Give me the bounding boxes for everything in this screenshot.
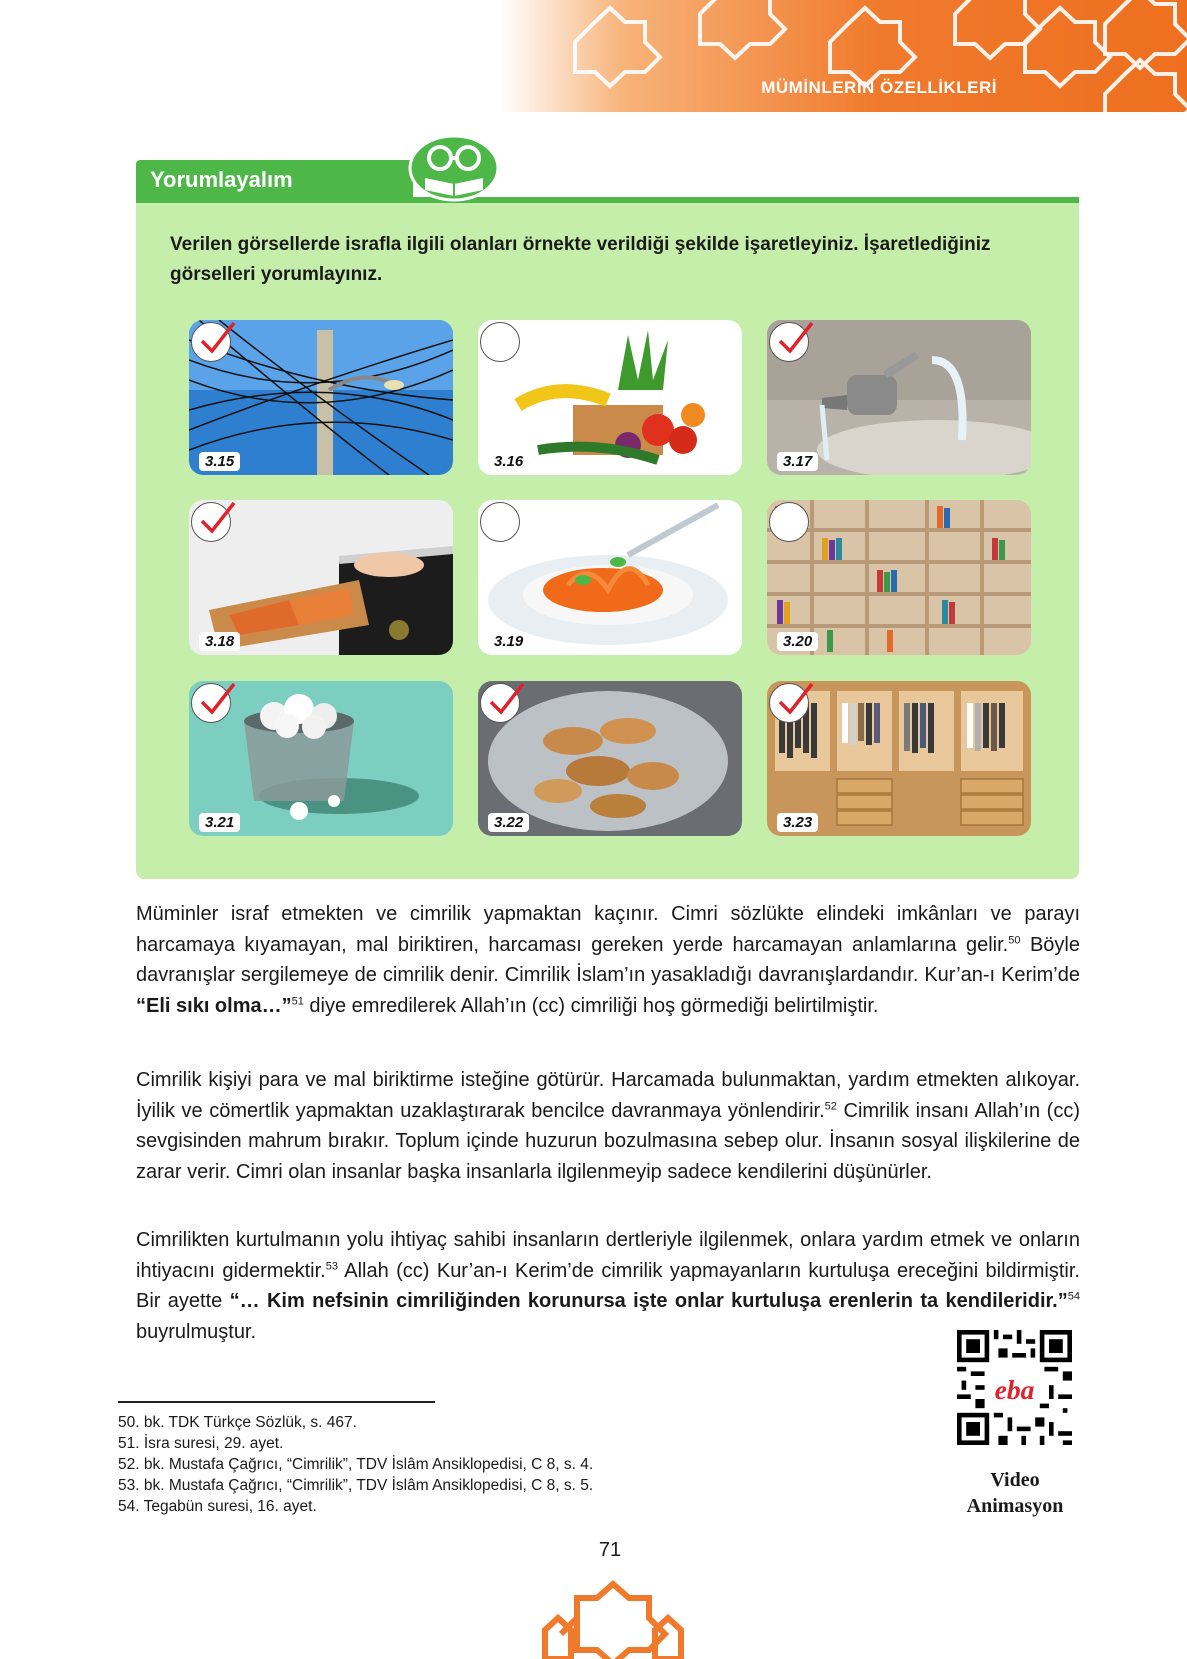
checkbox-3-17[interactable] bbox=[769, 322, 809, 362]
image-number: 3.22 bbox=[488, 813, 529, 832]
image-number: 3.18 bbox=[199, 632, 240, 651]
checkbox-3-21[interactable] bbox=[191, 683, 231, 723]
quote-bold: “… Kim nefsinin cimriliğinden korunursa işte onlar kurtuluşa erenlerin ta kendileridir.” bbox=[229, 1290, 1068, 1312]
checkmark-icon bbox=[770, 320, 816, 363]
paragraph-text: Cimrilikten kurtulmanın yolu ihtiyaç sahibi insanların dertleriyle ilgilenmek, onlara yardım etmek ve onların ihtiyacını gidermektir. bbox=[136, 1229, 1080, 1282]
checkbox-3-18[interactable] bbox=[191, 502, 231, 542]
checkbox-3-23[interactable] bbox=[769, 683, 809, 723]
footnote-52: 52. bk. Mustafa Çağrıcı, “Cimrilik”, TDV İslâm Ansiklopedisi, C 8, s. 4. bbox=[118, 1456, 594, 1473]
image-number: 3.21 bbox=[199, 813, 240, 832]
checkmark-icon bbox=[770, 681, 816, 724]
checkmark-icon bbox=[481, 681, 527, 724]
image-number: 3.19 bbox=[488, 632, 529, 651]
bottom-star-ornament bbox=[533, 1578, 693, 1659]
image-number: 3.17 bbox=[777, 452, 818, 471]
image-3-23 bbox=[767, 681, 1031, 836]
image-number: 3.20 bbox=[777, 632, 818, 651]
checkbox-3-22[interactable] bbox=[480, 683, 520, 723]
checkmark-icon bbox=[192, 500, 238, 543]
checkmark-icon bbox=[192, 681, 238, 724]
paragraph-text: buyrulmuştur. bbox=[136, 1320, 257, 1343]
footnote-rule bbox=[118, 1401, 435, 1403]
image-3-19 bbox=[478, 500, 742, 655]
paragraph-text: Böyle davranışlar sergilemeye de cimrilik denir. Cimrilik İslam’ın yasakladığı davranışlardandır. Kur’an-ı Kerim’de bbox=[136, 933, 1080, 986]
glasses-book-icon bbox=[407, 134, 501, 202]
image-number: 3.16 bbox=[488, 452, 529, 471]
chapter-title: MÜMİNLERİN ÖZELLİKLERİ bbox=[761, 78, 997, 97]
image-3-15 bbox=[189, 320, 453, 475]
activity-instruction: Verilen görsellerde israfla ilgili olanları örnekte verildiği şekilde işaretleyiniz. İşaretlediğiniz görselleri yorumlayınız. bbox=[170, 234, 991, 285]
image-3-16 bbox=[478, 320, 742, 475]
paragraph-text: Allah (cc) Kur’an-ı Kerim’de cimrilik yapmayanların kurtuluşa ereceğini bildirmiştir. Bir ayette bbox=[136, 1259, 1080, 1312]
image-number: 3.23 bbox=[777, 813, 818, 832]
image-3-17 bbox=[767, 320, 1031, 475]
footnote-ref: 53 bbox=[325, 1259, 338, 1272]
image-3-18 bbox=[189, 500, 453, 655]
qr-label-line1: Video bbox=[990, 1469, 1040, 1491]
activity-tab-line bbox=[136, 197, 1079, 203]
qr-label bbox=[945, 1467, 1085, 1519]
paragraph-text: diye emredilerek Allah’ın (cc) cimriliği hoş görmediği belirtilmiştir. bbox=[303, 994, 879, 1017]
quote-bold: “Eli sıkı olma…” bbox=[136, 994, 292, 1017]
footnote-ref: 51 bbox=[291, 994, 304, 1007]
footnote-53: 53. bk. Mustafa Çağrıcı, “Cimrilik”, TDV İslâm Ansiklopedisi, C 8, s. 5. bbox=[118, 1477, 594, 1494]
qr-label-line2: Animasyon bbox=[966, 1495, 1064, 1517]
footnote-ref: 52 bbox=[824, 1099, 837, 1112]
paragraph-1 bbox=[136, 899, 1080, 1021]
paragraph-2 bbox=[136, 1065, 1080, 1187]
checkbox-3-15[interactable] bbox=[191, 322, 231, 362]
qr-code[interactable] bbox=[957, 1330, 1072, 1445]
paragraph-text: Cimrilik insanı Allah’ın (cc) sevgisinden mahrum bırakır. Toplum içinde huzurun bozulmasına sebep olur. İnsanın sosyal ilişkilerine de zarar verir. Cimri olan insanlar başka insanlarla ilgilenmeyip sadece kendilerini düşünürler. bbox=[136, 1099, 1080, 1183]
footnotes bbox=[118, 1412, 818, 1517]
image-3-21 bbox=[189, 681, 453, 836]
checkbox-3-20[interactable] bbox=[769, 502, 809, 542]
checkbox-3-19[interactable] bbox=[480, 502, 520, 542]
paragraph-text: Cimrilik kişiyi para ve mal biriktirme isteğine götürür. Harcamada bulunmaktan, yardım etmekten alıkoyar. İyilik ve cömertlik yapmaktan uzaklaştırarak bencilce davranmaya yönlendirir. bbox=[136, 1069, 1080, 1122]
image-number: 3.15 bbox=[199, 452, 240, 471]
paragraph-3 bbox=[136, 1225, 1080, 1347]
footnote-ref: 50 bbox=[1008, 933, 1021, 946]
page-number: 71 bbox=[598, 1539, 622, 1561]
header-band bbox=[500, 0, 1187, 112]
eba-logo: eba bbox=[994, 1374, 1035, 1405]
activity-title: Yorumlayalım bbox=[150, 167, 293, 192]
footnote-ref: 54 bbox=[1067, 1290, 1080, 1303]
checkbox-3-16[interactable] bbox=[480, 322, 520, 362]
image-3-20 bbox=[767, 500, 1031, 655]
footnote-54: 54. Tegabün suresi, 16. ayet. bbox=[118, 1498, 317, 1515]
footnote-50: 50. bk. TDK Türkçe Sözlük, s. 467. bbox=[118, 1414, 357, 1431]
image-3-22 bbox=[478, 681, 742, 836]
paragraph-text: Müminler israf etmekten ve cimrilik yapmaktan kaçınır. Cimri sözlükte elindeki imkânları ve parayı harcamaya kıyamayan, mal biriktiren, harcaması gereken yerde harcamayan anlamlarına gelir. bbox=[136, 903, 1080, 956]
checkmark-icon bbox=[192, 320, 238, 363]
footnote-51: 51. İsra suresi, 29. ayet. bbox=[118, 1435, 284, 1452]
